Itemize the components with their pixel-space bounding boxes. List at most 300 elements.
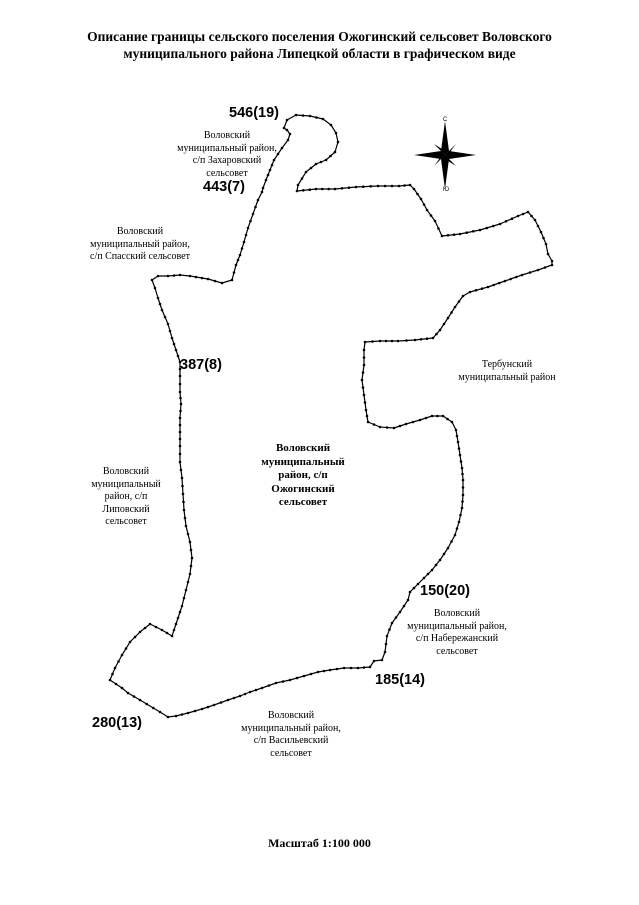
- boundary-vertex: [295, 114, 298, 117]
- boundary-vertex: [455, 429, 458, 432]
- boundary-vertex: [412, 421, 415, 424]
- boundary-vertex: [179, 431, 182, 434]
- boundary-vertex: [303, 675, 306, 678]
- label-lipovsky: [78, 466, 174, 529]
- boundary-vertex: [247, 227, 250, 230]
- boundary-vertex: [435, 564, 438, 567]
- boundary-vertex: [330, 124, 333, 127]
- boundary-vertex: [308, 188, 311, 191]
- label-zakharovsky: [172, 130, 282, 180]
- boundary-vertex: [252, 213, 255, 216]
- boundary-vertex: [537, 225, 540, 228]
- boundary-vertex: [127, 692, 130, 695]
- boundary-vertex: [233, 697, 236, 700]
- label-line: муниципальный район: [458, 371, 556, 383]
- boundary-vertex: [456, 527, 459, 530]
- boundary-vertex: [289, 679, 292, 682]
- boundary-vertex: [286, 129, 289, 132]
- boundary-vertex: [363, 666, 366, 669]
- boundary-vertex: [243, 241, 246, 244]
- boundary-vertex: [179, 445, 182, 448]
- boundary-vertex: [189, 541, 192, 544]
- boundary-vertex: [179, 438, 182, 441]
- boundary-vertex: [442, 415, 445, 418]
- boundary-vertex: [191, 557, 194, 560]
- boundary-vertex: [391, 340, 394, 343]
- boundary-vertex: [458, 447, 461, 450]
- label-ozhoginsky: [251, 442, 355, 510]
- boundary-vertex: [439, 559, 442, 562]
- label-line: Воловский: [102, 466, 150, 477]
- boundary-vertex: [462, 479, 465, 482]
- boundary-vertex: [180, 469, 183, 472]
- boundary-vertex: [175, 715, 178, 718]
- boundary-vertex: [296, 677, 299, 680]
- boundary-vertex: [190, 549, 193, 552]
- boundary-vertex: [529, 271, 532, 274]
- boundary-vertex: [371, 340, 374, 343]
- boundary-vertex: [169, 330, 172, 333]
- boundary-vertex: [114, 667, 117, 670]
- boundary-vertex: [432, 337, 435, 340]
- label-spassky: [66, 226, 214, 264]
- boundary-vertex: [315, 163, 318, 166]
- boundary-vertex: [453, 233, 456, 236]
- boundary-vertex: [207, 278, 210, 281]
- boundary-vertex: [221, 282, 224, 285]
- boundary-vertex: [521, 274, 524, 277]
- boundary-vertex: [255, 689, 258, 692]
- boundary-vertex: [109, 679, 112, 682]
- boundary-vertex: [403, 605, 406, 608]
- boundary-vertex: [167, 275, 170, 278]
- boundary-vertex: [459, 233, 462, 236]
- boundary-vertex: [181, 605, 184, 608]
- boundary-vertex: [115, 683, 118, 686]
- boundary-vertex: [460, 460, 463, 463]
- boundary-vertex: [447, 234, 450, 237]
- label-line: муниципальный: [261, 455, 345, 468]
- boundary-vertex: [384, 651, 387, 654]
- boundary-vertex: [220, 701, 223, 704]
- boundary-vertex: [472, 230, 475, 233]
- boundary-vertex: [542, 237, 545, 240]
- boundary-vertex: [334, 151, 337, 154]
- boundary-vertex: [187, 712, 190, 715]
- boundary-vertex: [173, 629, 176, 632]
- label-line: муниципальный район,: [241, 722, 341, 734]
- boundary-vertex: [544, 266, 547, 269]
- boundary-vertex: [454, 534, 457, 537]
- boundary-vertex: [461, 467, 464, 470]
- boundary-vertex: [423, 203, 426, 206]
- boundary-vertex: [227, 699, 230, 702]
- boundary-vertex: [181, 485, 184, 488]
- boundary-vertex: [283, 127, 286, 130]
- boundary-vertex: [166, 632, 169, 635]
- boundary-vertex: [329, 155, 332, 158]
- boundary-vertex: [245, 234, 248, 237]
- boundary-vertex: [459, 514, 462, 517]
- boundary-vertex: [167, 323, 170, 326]
- boundary-vertex: [305, 171, 308, 174]
- boundary-vertex: [129, 641, 132, 644]
- boundary-vertex: [121, 687, 124, 690]
- boundary-vertex: [537, 269, 540, 272]
- boundary-vertex: [152, 707, 155, 710]
- label-line: район, с/п: [278, 469, 328, 481]
- label-line: муниципальный район,: [177, 142, 277, 154]
- boundary-vertex: [173, 274, 176, 277]
- boundary-vertex: [183, 597, 186, 600]
- label-line: сельсовет: [270, 747, 312, 759]
- boundary-vertex: [363, 349, 366, 352]
- boundary-vertex: [190, 565, 193, 568]
- boundary-vertex: [479, 229, 482, 232]
- boundary-vertex: [261, 687, 264, 690]
- boundary-vertex: [261, 191, 264, 194]
- point-label-387: 387(8): [180, 357, 222, 373]
- boundary-vertex: [459, 454, 462, 457]
- boundary-vertex: [413, 587, 416, 590]
- boundary-vertex: [296, 190, 299, 193]
- boundary-vertex: [179, 274, 182, 277]
- boundary-vertex: [179, 461, 182, 464]
- boundary-vertex: [214, 280, 217, 283]
- boundary-vertex: [327, 188, 330, 191]
- boundary-vertex: [498, 282, 501, 285]
- boundary-vertex: [179, 375, 182, 378]
- boundary-vertex: [189, 573, 192, 576]
- boundary-vertex: [337, 141, 340, 144]
- label-line: Ожогинский: [271, 482, 335, 495]
- boundary-vertex: [437, 227, 440, 230]
- label-line: сельсовет: [278, 496, 328, 508]
- boundary-vertex: [301, 177, 304, 180]
- boundary-vertex: [117, 660, 120, 663]
- boundary-vertex: [363, 364, 366, 367]
- compass-north-letter: С: [443, 117, 448, 123]
- boundary-vertex: [386, 426, 389, 429]
- boundary-vertex: [161, 629, 164, 632]
- boundary-vertex: [426, 337, 429, 340]
- boundary-vertex: [443, 323, 446, 326]
- point-label-150: 150(20): [420, 583, 470, 599]
- label-line: Воловский: [267, 710, 315, 721]
- boundary-vertex: [194, 710, 197, 713]
- label-line: муниципальный район,: [407, 620, 507, 632]
- boundary-vertex: [185, 525, 188, 528]
- label-vasilyevsky: [226, 710, 356, 760]
- boundary-vertex: [357, 667, 360, 670]
- boundary-vertex: [462, 486, 465, 489]
- boundary-vertex: [309, 115, 312, 118]
- boundary-vertex: [249, 220, 252, 223]
- boundary-vertex: [149, 623, 152, 626]
- boundary-vertex: [547, 253, 550, 256]
- boundary-vertex: [139, 631, 142, 634]
- boundary-vertex: [426, 209, 429, 212]
- boundary-vertex: [157, 297, 160, 300]
- boundary-vertex: [121, 654, 124, 657]
- boundary-vertex: [522, 213, 525, 216]
- boundary-vertex: [187, 533, 190, 536]
- compass-rose-icon: [410, 115, 480, 195]
- boundary-vertex: [179, 453, 182, 456]
- boundary-vertex: [492, 284, 495, 287]
- boundary-vertex: [363, 394, 366, 397]
- boundary-vertex: [504, 280, 507, 283]
- boundary-vertex: [458, 300, 461, 303]
- boundary-vertex: [481, 287, 484, 290]
- boundary-vertex: [182, 501, 185, 504]
- boundary-vertex: [369, 666, 372, 669]
- label-line: с/п Спасский сельсовет: [90, 251, 190, 262]
- boundary-vertex: [511, 217, 514, 220]
- boundary-vertex: [423, 577, 426, 580]
- boundary-vertex: [551, 264, 554, 267]
- boundary-vertex: [451, 421, 454, 424]
- boundary-vertex: [417, 583, 420, 586]
- boundary-vertex: [187, 581, 190, 584]
- boundary-vertex: [441, 235, 444, 238]
- boundary-vertex: [321, 188, 324, 191]
- boundary-vertex: [434, 220, 437, 223]
- boundary-vertex: [419, 419, 422, 422]
- boundary-vertex: [335, 132, 338, 135]
- label-line: Тербунский: [481, 359, 533, 370]
- boundary-vertex: [336, 668, 339, 671]
- boundary-vertex: [302, 189, 305, 192]
- boundary-vertex: [133, 695, 136, 698]
- compass-south-letter: Ю: [443, 187, 450, 193]
- boundary-vertex: [431, 569, 434, 572]
- boundary-vertex: [207, 706, 210, 709]
- boundary-vertex: [443, 553, 446, 556]
- boundary-vertex: [492, 225, 495, 228]
- boundary-vertex: [244, 693, 247, 696]
- boundary-vertex: [369, 185, 372, 188]
- boundary-vertex: [268, 684, 271, 687]
- boundary-vertex: [182, 493, 185, 496]
- boundary-vertex: [179, 424, 182, 427]
- boundary-vertex: [364, 401, 367, 404]
- boundary-vertex: [302, 114, 305, 117]
- boundary-vertex: [185, 589, 188, 592]
- label-line: с/п Захаровский: [192, 155, 262, 166]
- boundary-vertex: [373, 423, 376, 426]
- boundary-vertex: [235, 264, 238, 267]
- boundary-vertex: [458, 521, 461, 524]
- boundary-vertex: [139, 699, 142, 702]
- boundary-vertex: [254, 206, 257, 209]
- boundary-vertex: [381, 659, 384, 662]
- boundary-vertex: [175, 349, 178, 352]
- boundary-vertex: [231, 279, 234, 282]
- point-label-185: 185(14): [375, 672, 425, 688]
- boundary-vertex: [171, 337, 174, 340]
- boundary-vertex: [317, 671, 320, 674]
- boundary-vertex: [275, 682, 278, 685]
- boundary-vertex: [239, 254, 242, 257]
- boundary-vertex: [343, 667, 346, 670]
- boundary-vertex: [462, 295, 465, 298]
- boundary-vertex: [517, 215, 520, 218]
- boundary-vertex: [365, 409, 368, 412]
- boundary-vertex: [386, 635, 389, 638]
- boundary-vertex: [385, 340, 388, 343]
- boundary-vertex: [461, 500, 464, 503]
- boundary-vertex: [179, 410, 182, 413]
- boundary-vertex: [485, 227, 488, 230]
- boundary-vertex: [125, 647, 128, 650]
- boundary-vertex: [183, 509, 186, 512]
- boundary-vertex: [189, 275, 192, 278]
- boundary-vertex: [144, 627, 147, 630]
- boundary-vertex: [362, 371, 365, 374]
- map-title-line-1: Описание границы сельского поселения Ожогинский сельсовет Воловского: [87, 29, 552, 44]
- boundary-vertex: [325, 159, 328, 162]
- boundary-vertex: [179, 383, 182, 386]
- boundary-vertex: [461, 473, 464, 476]
- boundary-vertex: [465, 231, 468, 234]
- boundary-vertex: [164, 316, 167, 319]
- boundary-vertex: [414, 339, 417, 342]
- boundary-vertex: [154, 287, 157, 290]
- boundary-vertex: [409, 591, 412, 594]
- boundary-vertex: [171, 635, 174, 638]
- boundary-vertex: [499, 223, 502, 226]
- boundary-vertex: [379, 340, 382, 343]
- boundary-vertex: [249, 691, 252, 694]
- boundary-vertex: [398, 185, 401, 188]
- boundary-vertex: [341, 187, 344, 190]
- boundary-vertex: [201, 708, 204, 711]
- boundary-vertex: [469, 291, 472, 294]
- boundary-vertex: [527, 211, 530, 214]
- boundary-vertex: [487, 286, 490, 289]
- boundary-vertex: [384, 185, 387, 188]
- boundary-vertex: [315, 116, 318, 119]
- boundary-vertex: [397, 340, 400, 343]
- boundary-vertex: [181, 477, 184, 480]
- boundary-vertex: [213, 704, 216, 707]
- boundary-vertex: [315, 188, 318, 191]
- boundary-vertex: [287, 139, 290, 142]
- boundary-vertex: [297, 184, 300, 187]
- boundary-vertex: [323, 670, 326, 673]
- boundary-vertex: [403, 184, 406, 187]
- boundary-vertex: [161, 309, 164, 312]
- boundary-vertex: [159, 711, 162, 714]
- boundary-vertex: [457, 441, 460, 444]
- label-line: Воловский: [275, 442, 331, 454]
- boundary-vertex: [322, 118, 325, 121]
- boundary-vertex: [329, 669, 332, 672]
- boundary-vertex: [237, 259, 240, 262]
- boundary-vertex: [310, 673, 313, 676]
- boundary-vertex: [505, 220, 508, 223]
- boundary-vertex: [355, 186, 358, 189]
- boundary-vertex: [320, 161, 323, 164]
- boundary-vertex: [159, 303, 162, 306]
- label-line: район, с/п: [104, 491, 148, 502]
- boundary-vertex: [475, 289, 478, 292]
- boundary-vertex: [134, 636, 137, 639]
- boundary-vertex: [551, 260, 554, 263]
- boundary-vertex: [385, 643, 388, 646]
- boundary-vertex: [427, 573, 430, 576]
- label-line: Воловский: [433, 608, 481, 619]
- boundary-vertex: [111, 673, 114, 676]
- boundary-vertex: [447, 547, 450, 550]
- boundary-vertex: [393, 427, 396, 430]
- boundary-vertex: [184, 517, 187, 520]
- boundary-vertex: [407, 599, 410, 602]
- label-line: Воловский: [203, 130, 251, 141]
- boundary-vertex: [180, 403, 183, 406]
- boundary-vertex: [363, 356, 366, 359]
- boundary-vertex: [377, 185, 380, 188]
- boundary-vertex: [177, 355, 180, 358]
- boundary-vertex: [286, 119, 289, 122]
- boundary-vertex: [545, 243, 548, 246]
- point-label-443: 443(7): [203, 179, 245, 195]
- map-title-line-2: муниципального района Липецкой области в графическом виде: [123, 46, 516, 61]
- boundary-vertex: [450, 311, 453, 314]
- boundary-vertex: [362, 185, 365, 188]
- boundary-vertex: [177, 617, 180, 620]
- boundary-vertex: [151, 279, 154, 282]
- boundary-vertex: [391, 185, 394, 188]
- boundary-vertex: [195, 276, 198, 279]
- boundary-vertex: [395, 616, 398, 619]
- label-line: сельсовет: [206, 167, 248, 179]
- boundary-vertex: [373, 660, 376, 663]
- boundary-vertex: [435, 333, 438, 336]
- boundary-vertex: [262, 187, 265, 190]
- boundary-vertex: [454, 306, 457, 309]
- label-line: с/п Набережанский: [415, 633, 499, 644]
- boundary-vertex: [348, 186, 351, 189]
- boundary-vertex: [405, 423, 408, 426]
- boundary-vertex: [456, 435, 459, 438]
- boundary-vertex: [379, 426, 382, 429]
- boundary-vertex: [181, 713, 184, 716]
- label-naberezhansky: [400, 608, 514, 658]
- boundary-vertex: [515, 276, 518, 279]
- boundary-vertex: [450, 540, 453, 543]
- boundary-vertex: [534, 219, 537, 222]
- boundary-vertex: [241, 247, 244, 250]
- boundary-vertex: [282, 680, 285, 683]
- boundary-vertex: [173, 343, 176, 346]
- boundary-vertex: [201, 277, 204, 280]
- boundary-vertex: [530, 215, 533, 218]
- boundary-vertex: [447, 317, 450, 320]
- boundary-vertex: [179, 611, 182, 614]
- point-label-280: 280(13): [92, 715, 142, 731]
- boundary-vertex: [157, 275, 160, 278]
- boundary-vertex: [350, 667, 353, 670]
- boundary-vertex: [439, 329, 442, 332]
- boundary-vertex: [540, 231, 543, 234]
- boundary-vertex: [436, 415, 439, 418]
- boundary-vertex: [388, 628, 391, 631]
- boundary-vertex: [167, 716, 170, 719]
- boundary-vertex: [399, 425, 402, 428]
- boundary-vertex: [179, 391, 182, 394]
